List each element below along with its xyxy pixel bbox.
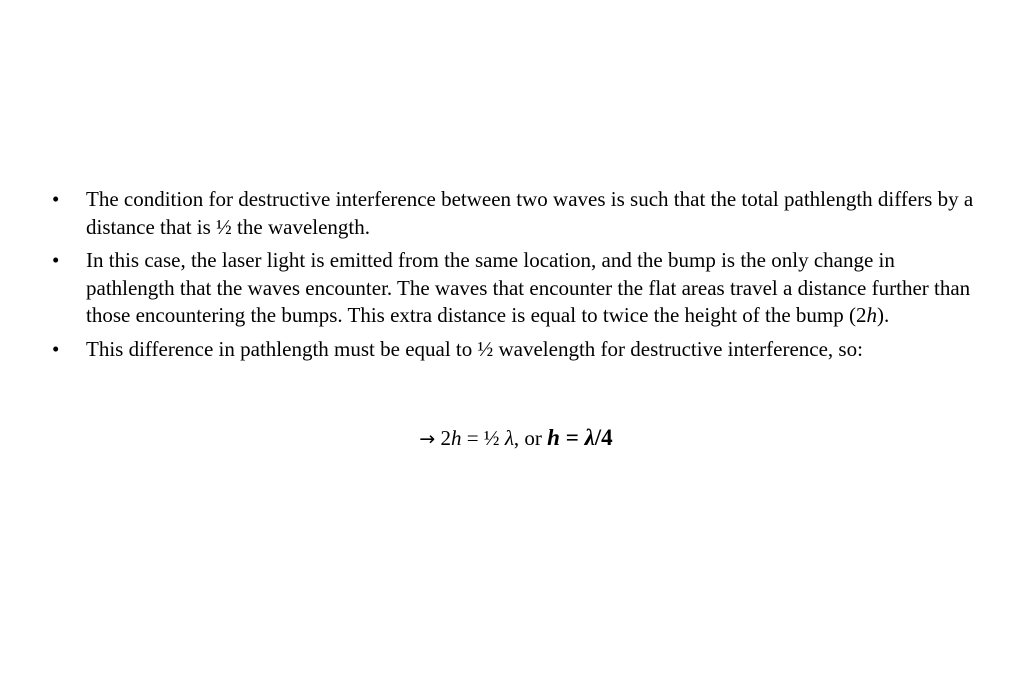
bullet-destructive-condition xyxy=(48,186,983,241)
bullet-marker: • xyxy=(52,336,60,361)
formula-part: = ½ xyxy=(461,426,505,450)
formula-result-lambda: λ xyxy=(584,425,595,450)
bullet-list xyxy=(48,186,983,369)
formula-result-h: h xyxy=(547,425,560,450)
bullet-laser-bump xyxy=(48,247,983,330)
formula-lambda: λ xyxy=(504,426,514,450)
bullet-text: This difference in pathlength must be equal to ½ wavelength for destructive interference, so: xyxy=(86,336,863,361)
formula-part: , or xyxy=(513,426,548,450)
formula-result-div: /4 xyxy=(594,425,613,450)
formula-result-eq: = xyxy=(559,425,585,450)
bullet-text: The condition for destructive interference between two waves is such that the total pathlength differs by a distance that is ½ the wavelength. xyxy=(86,187,974,239)
formula-result xyxy=(547,425,613,450)
bullet-pathlength-difference xyxy=(48,336,983,364)
bullet-marker: • xyxy=(52,248,60,272)
arrow-right-icon: → xyxy=(419,428,436,450)
bullet-text-end: ). xyxy=(877,303,890,327)
variable-h: h xyxy=(866,303,878,327)
bullet-text: In this case, the laser light is emitted from the same location, and the bump is the only change in pathlength that the waves encounter. The waves that encounter the flat areas travel a distance further than those encountering the bumps. This extra distance is equal to twice the height of the bump (2 xyxy=(86,248,971,327)
formula-part: 2 xyxy=(435,426,451,450)
bullet-marker: • xyxy=(52,187,60,211)
formula-line xyxy=(0,424,1023,453)
formula-var-h: h xyxy=(450,426,462,450)
